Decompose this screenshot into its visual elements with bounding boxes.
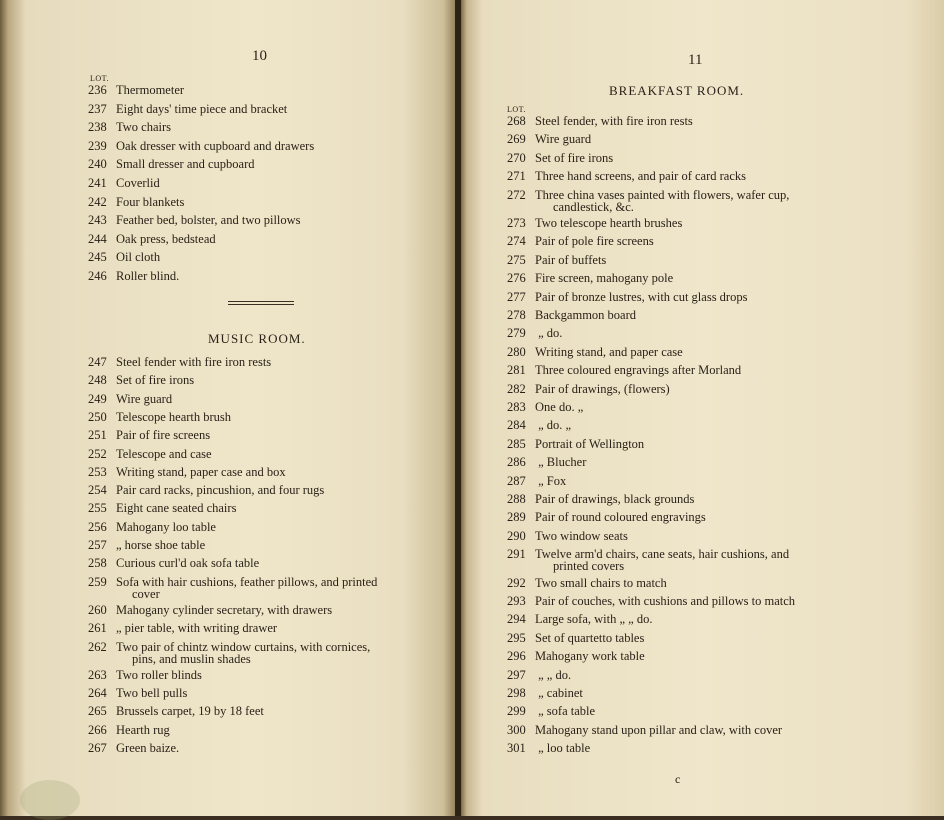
lot-number: 267 (88, 741, 107, 755)
lot-entry (507, 686, 583, 700)
lot-number: 279 (507, 326, 526, 341)
lot-entry (88, 157, 255, 171)
lot-entry (507, 234, 654, 248)
lot-number: 260 (88, 602, 107, 617)
lot-description: Three hand screens, and pair of card racks (535, 169, 747, 184)
lot-number: 239 (88, 138, 107, 153)
lot-number: 300 (507, 722, 526, 737)
lot-entry (507, 382, 670, 396)
lot-number: 290 (507, 528, 526, 543)
lot-description: Three coloured engravings after Morland (535, 363, 742, 378)
lot-number: 237 (88, 101, 107, 116)
lot-entry (88, 668, 202, 682)
lot-description: „ pier table, with writing drawer (116, 621, 278, 636)
lot-description-continued: pins, and muslin shades (132, 651, 251, 666)
lot-description: Fire screen, mahogany pole (535, 271, 674, 286)
lot-entry (507, 188, 789, 202)
lot-number: 256 (88, 519, 107, 534)
lot-entry (507, 345, 683, 359)
lot-entry (507, 308, 636, 322)
lot-description: Pair of fire screens (116, 428, 211, 443)
lot-description: Mahogany cylinder secretary, with drawers (116, 602, 333, 617)
lot-description: Green baize. (116, 741, 180, 755)
lot-description: Two roller blinds (116, 667, 202, 682)
lot-entry (88, 195, 184, 209)
lot-description: „ loo table (535, 741, 591, 756)
lot-number: 282 (507, 381, 526, 396)
lot-entry (88, 355, 271, 369)
lot-entry (507, 576, 667, 590)
lot-entry (88, 741, 179, 755)
lot-number: 280 (507, 344, 526, 359)
lot-entry (507, 437, 644, 451)
lot-description: Set of fire irons (535, 150, 614, 165)
lot-entry (88, 686, 187, 700)
lot-number: 262 (88, 639, 107, 654)
lot-description: Writing stand, paper case and box (116, 464, 286, 479)
lot-description: „ sofa table (535, 704, 596, 719)
lot-entry (507, 529, 628, 543)
lot-description-continued: printed covers (553, 559, 625, 574)
lot-description: Coverlid (116, 176, 160, 190)
lot-description: Large sofa, with „ „ do. (535, 612, 653, 627)
lot-number: 248 (88, 373, 107, 388)
lot-description: Brussels carpet, 19 by 18 feet (116, 704, 264, 719)
lot-number: 236 (88, 83, 107, 97)
lot-number: 247 (88, 355, 107, 369)
lot-entry (507, 492, 694, 506)
lot-number: 283 (507, 400, 526, 414)
lot-entry (88, 428, 210, 442)
lot-number: 299 (507, 704, 526, 719)
lot-description: Thermometer (116, 83, 185, 97)
lot-description: Eight days' time piece and bracket (116, 101, 288, 116)
lot-number: 276 (507, 271, 526, 286)
lot-number: 278 (507, 308, 526, 322)
lot-number: 252 (88, 446, 107, 461)
lot-description: Two pair of chintz window curtains, with cornices, (116, 639, 371, 654)
lot-number: 287 (507, 473, 526, 488)
lot-entry (88, 520, 216, 534)
lot-description: Pair of buffets (535, 252, 607, 267)
lot-entry (507, 253, 606, 267)
lot-entry (88, 704, 264, 718)
lot-description: Feather bed, bolster, and two pillows (116, 213, 301, 228)
lot-number: 271 (507, 169, 526, 184)
lot-entry (507, 741, 590, 755)
lot-description: Set of quartetto tables (535, 630, 645, 645)
lot-number: 284 (507, 418, 526, 433)
lot-entry (88, 373, 194, 387)
lot-entry (88, 483, 324, 497)
lot-number: 240 (88, 157, 107, 172)
lot-entry (88, 538, 205, 552)
lot-number: 258 (88, 556, 107, 571)
lot-description: „ do. „ (535, 418, 572, 433)
lot-number: 246 (88, 269, 107, 283)
lot-entry (88, 232, 216, 246)
lot-description: Two chairs (116, 120, 172, 135)
lot-entry (507, 132, 591, 146)
lot-description: „ cabinet (535, 686, 583, 700)
lot-number: 269 (507, 132, 526, 147)
lot-entry (507, 510, 706, 524)
lot-description: Twelve arm'd chairs, cane seats, hair cushions, and (535, 547, 790, 562)
lot-entry (88, 556, 259, 570)
lot-entry (88, 603, 332, 617)
right-page (461, 0, 944, 816)
lot-description: Mahogany loo table (116, 519, 216, 534)
lot-number: 293 (507, 594, 526, 608)
lot-number: 294 (507, 612, 526, 627)
section-divider (228, 301, 294, 305)
lot-number: 244 (88, 231, 107, 246)
lot-number: 264 (88, 686, 107, 701)
lot-description: „ Blucher (535, 455, 587, 470)
lot-description: Steel fender with fire iron rests (116, 355, 272, 369)
lot-number: 254 (88, 483, 107, 498)
lot-description: Wire guard (535, 132, 592, 147)
lot-number: 298 (507, 686, 526, 700)
lot-entry (507, 326, 562, 340)
lot-entry (88, 139, 314, 153)
lot-number: 259 (88, 574, 107, 589)
lot-number: 241 (88, 176, 107, 190)
lot-description: Sofa with hair cushions, feather pillows, and printed (116, 574, 378, 589)
lot-description: Pair of couches, with cushions and pillows to match (535, 594, 796, 608)
lot-description: Telescope hearth brush (116, 409, 232, 424)
lot-entry (507, 418, 571, 432)
lot-number: 281 (507, 363, 526, 378)
lot-number: 291 (507, 547, 526, 562)
lot-description: Three china vases painted with flowers, wafer cup, (535, 187, 790, 202)
lot-number: 243 (88, 213, 107, 228)
lot-description: Steel fender, with fire iron rests (535, 114, 693, 128)
lot-description: Oak dresser with cupboard and drawers (116, 138, 315, 153)
lot-entry (88, 250, 160, 264)
lot-description: „ Fox (535, 473, 567, 488)
lot-description: Curious curl'd oak sofa table (116, 556, 260, 571)
lot-entry (88, 465, 286, 479)
lot-description: Two small chairs to match (535, 575, 667, 590)
lot-number: 266 (88, 722, 107, 737)
lot-entry (88, 83, 184, 97)
lot-entry (88, 120, 171, 134)
lot-description: Small dresser and cupboard (116, 157, 255, 172)
lot-number: 268 (507, 114, 526, 128)
lot-number: 265 (88, 704, 107, 719)
lot-entry (507, 400, 583, 414)
lot-number: 263 (88, 667, 107, 682)
lot-description: Backgammon board (535, 308, 637, 322)
lot-entry (507, 668, 571, 682)
lot-label: LOT. (90, 74, 109, 83)
lot-description: „ „ do. (535, 667, 572, 682)
lot-description: Mahogany stand upon pillar and claw, with cover (535, 722, 783, 737)
lot-entry (88, 447, 212, 461)
lot-entry (507, 704, 595, 718)
lot-description: Eight cane seated chairs (116, 501, 237, 516)
lot-description: Pair of bronze lustres, with cut glass drops (535, 289, 748, 304)
lot-number: 270 (507, 150, 526, 165)
lot-description: „ horse shoe table (116, 538, 206, 552)
lot-description: Telescope and case (116, 446, 212, 461)
lot-description: Wire guard (116, 391, 173, 406)
page-number: 10 (252, 48, 267, 64)
signature-mark: c (675, 772, 681, 786)
lot-entry (88, 501, 236, 515)
lot-number: 301 (507, 741, 526, 756)
section-title-breakfast-room: BREAKFAST ROOM. (609, 83, 745, 98)
lot-number: 251 (88, 428, 107, 443)
lot-entry (507, 455, 586, 469)
section-title-music-room: MUSIC ROOM. (208, 331, 306, 346)
lot-number: 295 (507, 630, 526, 645)
lot-description: Two telescope hearth brushes (535, 216, 683, 230)
lot-number: 253 (88, 464, 107, 479)
lot-number: 277 (507, 289, 526, 304)
lot-number: 261 (88, 621, 107, 636)
lot-number: 285 (507, 436, 526, 451)
lot-description: Set of fire irons (116, 373, 195, 388)
lot-entry (507, 631, 644, 645)
lot-number: 250 (88, 409, 107, 424)
lot-entry (88, 621, 277, 635)
lot-description: Mahogany work table (535, 649, 645, 664)
lot-entry (507, 216, 682, 230)
lot-number: 288 (507, 492, 526, 506)
lot-entry (507, 271, 673, 285)
lot-number: 273 (507, 216, 526, 230)
lot-number: 242 (88, 194, 107, 209)
lot-description: Writing stand, and paper case (535, 344, 683, 359)
lot-entry (507, 612, 652, 626)
lot-number: 255 (88, 501, 107, 516)
lot-entry (88, 392, 172, 406)
lot-entry (507, 723, 782, 737)
page-number: 11 (688, 52, 703, 68)
lot-entry (507, 169, 746, 183)
lot-description: Pair of drawings, (flowers) (535, 381, 670, 396)
lot-number: 275 (507, 252, 526, 267)
lot-description: Portrait of Wellington (535, 436, 645, 451)
lot-description: One do. „ (535, 400, 584, 414)
lot-description: Oak press, bedstead (116, 231, 216, 246)
lot-entry (507, 649, 645, 663)
lot-entry (88, 102, 287, 116)
lot-number: 249 (88, 391, 107, 406)
paper-stain (20, 780, 80, 820)
lot-description: Pair of round coloured engravings (535, 510, 706, 525)
lot-number: 292 (507, 575, 526, 590)
lot-description: Two window seats (535, 528, 628, 543)
lot-description: Oil cloth (116, 250, 161, 265)
lot-number: 245 (88, 250, 107, 265)
lot-entry (88, 176, 160, 190)
lot-description: Four blankets (116, 194, 185, 209)
lot-number: 297 (507, 667, 526, 682)
lot-description: „ do. (535, 326, 563, 341)
lot-number: 272 (507, 187, 526, 202)
lot-description-continued: cover (132, 586, 160, 601)
lot-number: 296 (507, 649, 526, 664)
lot-description: Pair of drawings, black grounds (535, 492, 695, 506)
lot-entry (88, 723, 170, 737)
lot-entry (507, 290, 747, 304)
lot-description: Hearth rug (116, 722, 170, 737)
left-page (0, 0, 457, 816)
lot-entry (88, 213, 301, 227)
lot-description: Pair of pole fire screens (535, 234, 654, 249)
lot-entry (507, 474, 566, 488)
lot-number: 238 (88, 120, 107, 135)
lot-number: 289 (507, 510, 526, 525)
lot-entry (88, 269, 179, 283)
lot-entry (507, 363, 741, 377)
lot-number: 257 (88, 538, 107, 552)
lot-entry (507, 547, 789, 561)
lot-description-continued: candlestick, &c. (553, 199, 634, 214)
lot-number: 274 (507, 234, 526, 249)
lot-description: Roller blind. (116, 269, 180, 283)
lot-description: Pair card racks, pincushion, and four rugs (116, 483, 325, 498)
lot-entry (88, 410, 231, 424)
lot-entry (507, 151, 613, 165)
lot-entry (507, 594, 795, 608)
lot-number: 286 (507, 455, 526, 470)
lot-description: Two bell pulls (116, 686, 188, 701)
lot-entry (507, 114, 693, 128)
lot-label: LOT. (507, 105, 526, 114)
